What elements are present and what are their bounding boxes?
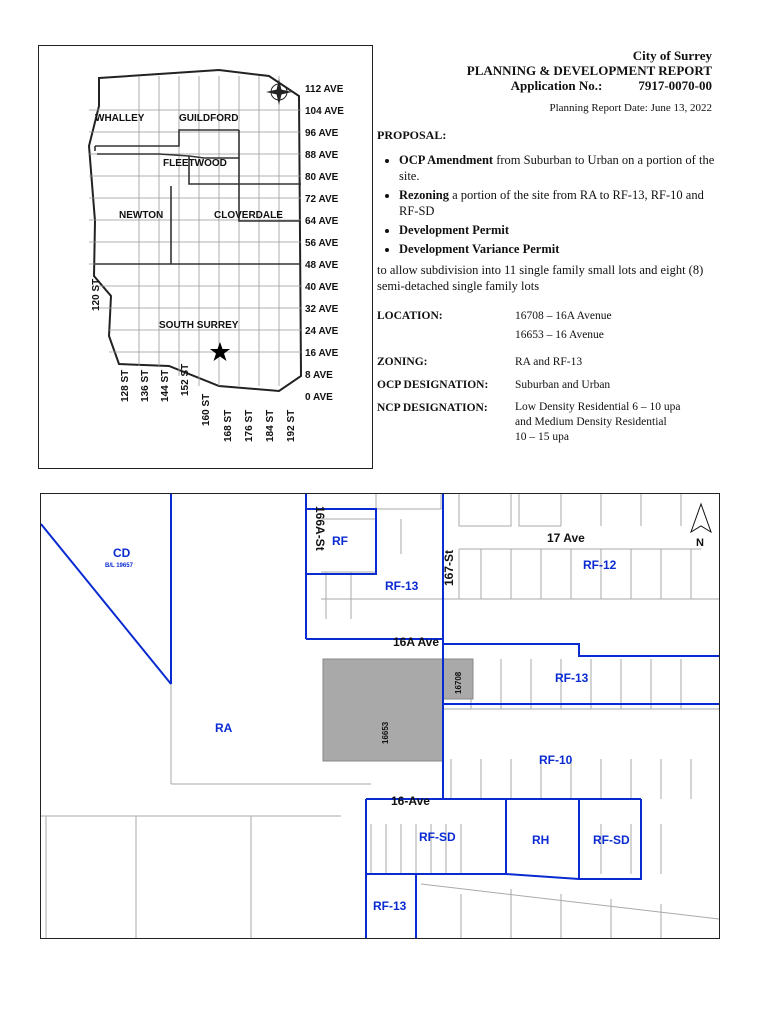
proposal-label: PROPOSAL: xyxy=(377,128,447,142)
avenue-label: 16 AVE xyxy=(305,348,339,359)
area-label: SOUTH SURREY xyxy=(159,320,239,331)
proposal-item: • Rezoning a portion of the site from RA to RF-13, RF-10 and RF-SD xyxy=(399,187,717,219)
zone-label-rf13: RF-13 xyxy=(373,899,407,913)
proposal-intent: to allow subdivision into 11 single family small lots and eight (8) semi-detached single family lots xyxy=(377,263,704,293)
application-label: Application No.: xyxy=(510,78,603,93)
proposal-list xyxy=(377,152,717,257)
location-value: 16708 – 16A Avenue 16653 – 16 Avenue xyxy=(515,310,612,341)
street-label: 136 ST xyxy=(140,369,151,402)
avenue-label: 40 AVE xyxy=(305,282,339,293)
zone-label-ra: RA xyxy=(215,721,233,735)
avenue-label: 8 AVE xyxy=(305,370,333,381)
ocp-label: OCP DESIGNATION: xyxy=(377,379,489,391)
street-label: 120 ST xyxy=(91,278,102,311)
avenue-label: 88 AVE xyxy=(305,150,339,161)
application-number: 7917-0070-00 xyxy=(638,78,712,93)
area-label: NEWTON xyxy=(119,210,164,221)
application-number-line xyxy=(467,78,712,93)
location-row xyxy=(377,308,680,344)
area-label: GUILDFORD xyxy=(179,113,239,124)
road-label-16-ave: 16-Ave xyxy=(391,794,430,808)
area-label: WHALLEY xyxy=(95,113,145,124)
street-label: 176 ST xyxy=(244,409,255,442)
avenue-label: 48 AVE xyxy=(305,260,339,271)
road-label-166a-st: 166A-St xyxy=(313,506,327,551)
street-label: 160 ST xyxy=(201,393,212,426)
avenue-label: 0 AVE xyxy=(305,392,333,403)
street-label: 192 ST xyxy=(286,409,297,442)
street-label: 144 ST xyxy=(160,369,171,402)
zone-label-cd: CD xyxy=(113,546,131,560)
avenue-label: 96 AVE xyxy=(305,128,339,139)
parcel-number-16653: 16653 xyxy=(381,721,390,744)
ncp-row xyxy=(377,400,680,445)
area-label: CLOVERDALE xyxy=(214,210,283,221)
parcel-number-16708: 16708 xyxy=(454,671,463,694)
report-title: PLANNING & DEVELOPMENT REPORT xyxy=(466,63,712,78)
location-label: LOCATION: xyxy=(377,310,443,322)
zone-label-rf12: RF-12 xyxy=(583,558,617,572)
zone-label-rf10: RF-10 xyxy=(539,753,573,767)
area-label: FLEETWOOD xyxy=(163,158,227,169)
avenue-label: 80 AVE xyxy=(305,172,339,183)
road-label-16a-ave: 16A Ave xyxy=(393,635,440,649)
zone-label-rf: RF xyxy=(332,534,348,548)
ocp-row xyxy=(377,377,680,394)
avenue-label: 72 AVE xyxy=(305,194,339,205)
location-key-map xyxy=(38,45,373,469)
street-label: 152 ST xyxy=(180,363,191,396)
zone-label-rf13: RF-13 xyxy=(385,579,419,593)
zone-label-rf13: RF-13 xyxy=(555,671,589,685)
zone-label-rf-sd: RF-SD xyxy=(419,830,456,844)
site-zoning-map xyxy=(40,493,720,939)
zoning-value: RA and RF-13 xyxy=(515,356,583,368)
parcel-16653 xyxy=(323,659,443,761)
report-header xyxy=(467,48,712,116)
compass-rose-icon xyxy=(266,79,292,105)
proposal-item: • Development Permit xyxy=(399,222,717,238)
ocp-value: Suburban and Urban xyxy=(515,379,611,391)
zoning-label: ZONING: xyxy=(377,356,428,368)
street-label: 128 ST xyxy=(120,369,131,402)
report-date: Planning Report Date: June 13, 2022 xyxy=(549,102,712,114)
ncp-value: Low Density Residential 6 – 10 upa and Medium Density Residential 10 – 15 upa xyxy=(515,401,681,443)
proposal-section xyxy=(377,127,717,294)
avenue-label: 24 AVE xyxy=(305,326,339,337)
city-name: City of Surrey xyxy=(632,48,712,63)
avenue-label: 104 AVE xyxy=(305,106,344,117)
road-label-167-st: 167-St xyxy=(442,549,456,586)
avenue-label: 32 AVE xyxy=(305,304,339,315)
road-label-17-ave: 17 Ave xyxy=(547,531,585,545)
svg-text:N: N xyxy=(696,537,704,549)
site-details-table xyxy=(377,308,680,445)
north-arrow-icon xyxy=(691,504,711,549)
avenue-label: 64 AVE xyxy=(305,216,339,227)
proposal-item: • OCP Amendment from Suburban to Urban on a portion of the site. xyxy=(399,152,717,184)
street-label: 168 ST xyxy=(223,409,234,442)
avenue-label: 56 AVE xyxy=(305,238,339,249)
avenue-label: 112 AVE xyxy=(305,84,344,95)
street-label: 184 ST xyxy=(265,409,276,442)
zone-label-bl: B/L 19657 xyxy=(105,563,133,569)
ncp-label: NCP DESIGNATION: xyxy=(377,402,488,414)
proposal-item: • Development Variance Permit xyxy=(399,241,717,257)
zoning-row xyxy=(377,354,680,371)
zone-label-rf-sd: RF-SD xyxy=(593,833,630,847)
site-star-icon xyxy=(210,342,230,361)
zone-label-rh: RH xyxy=(532,833,550,847)
